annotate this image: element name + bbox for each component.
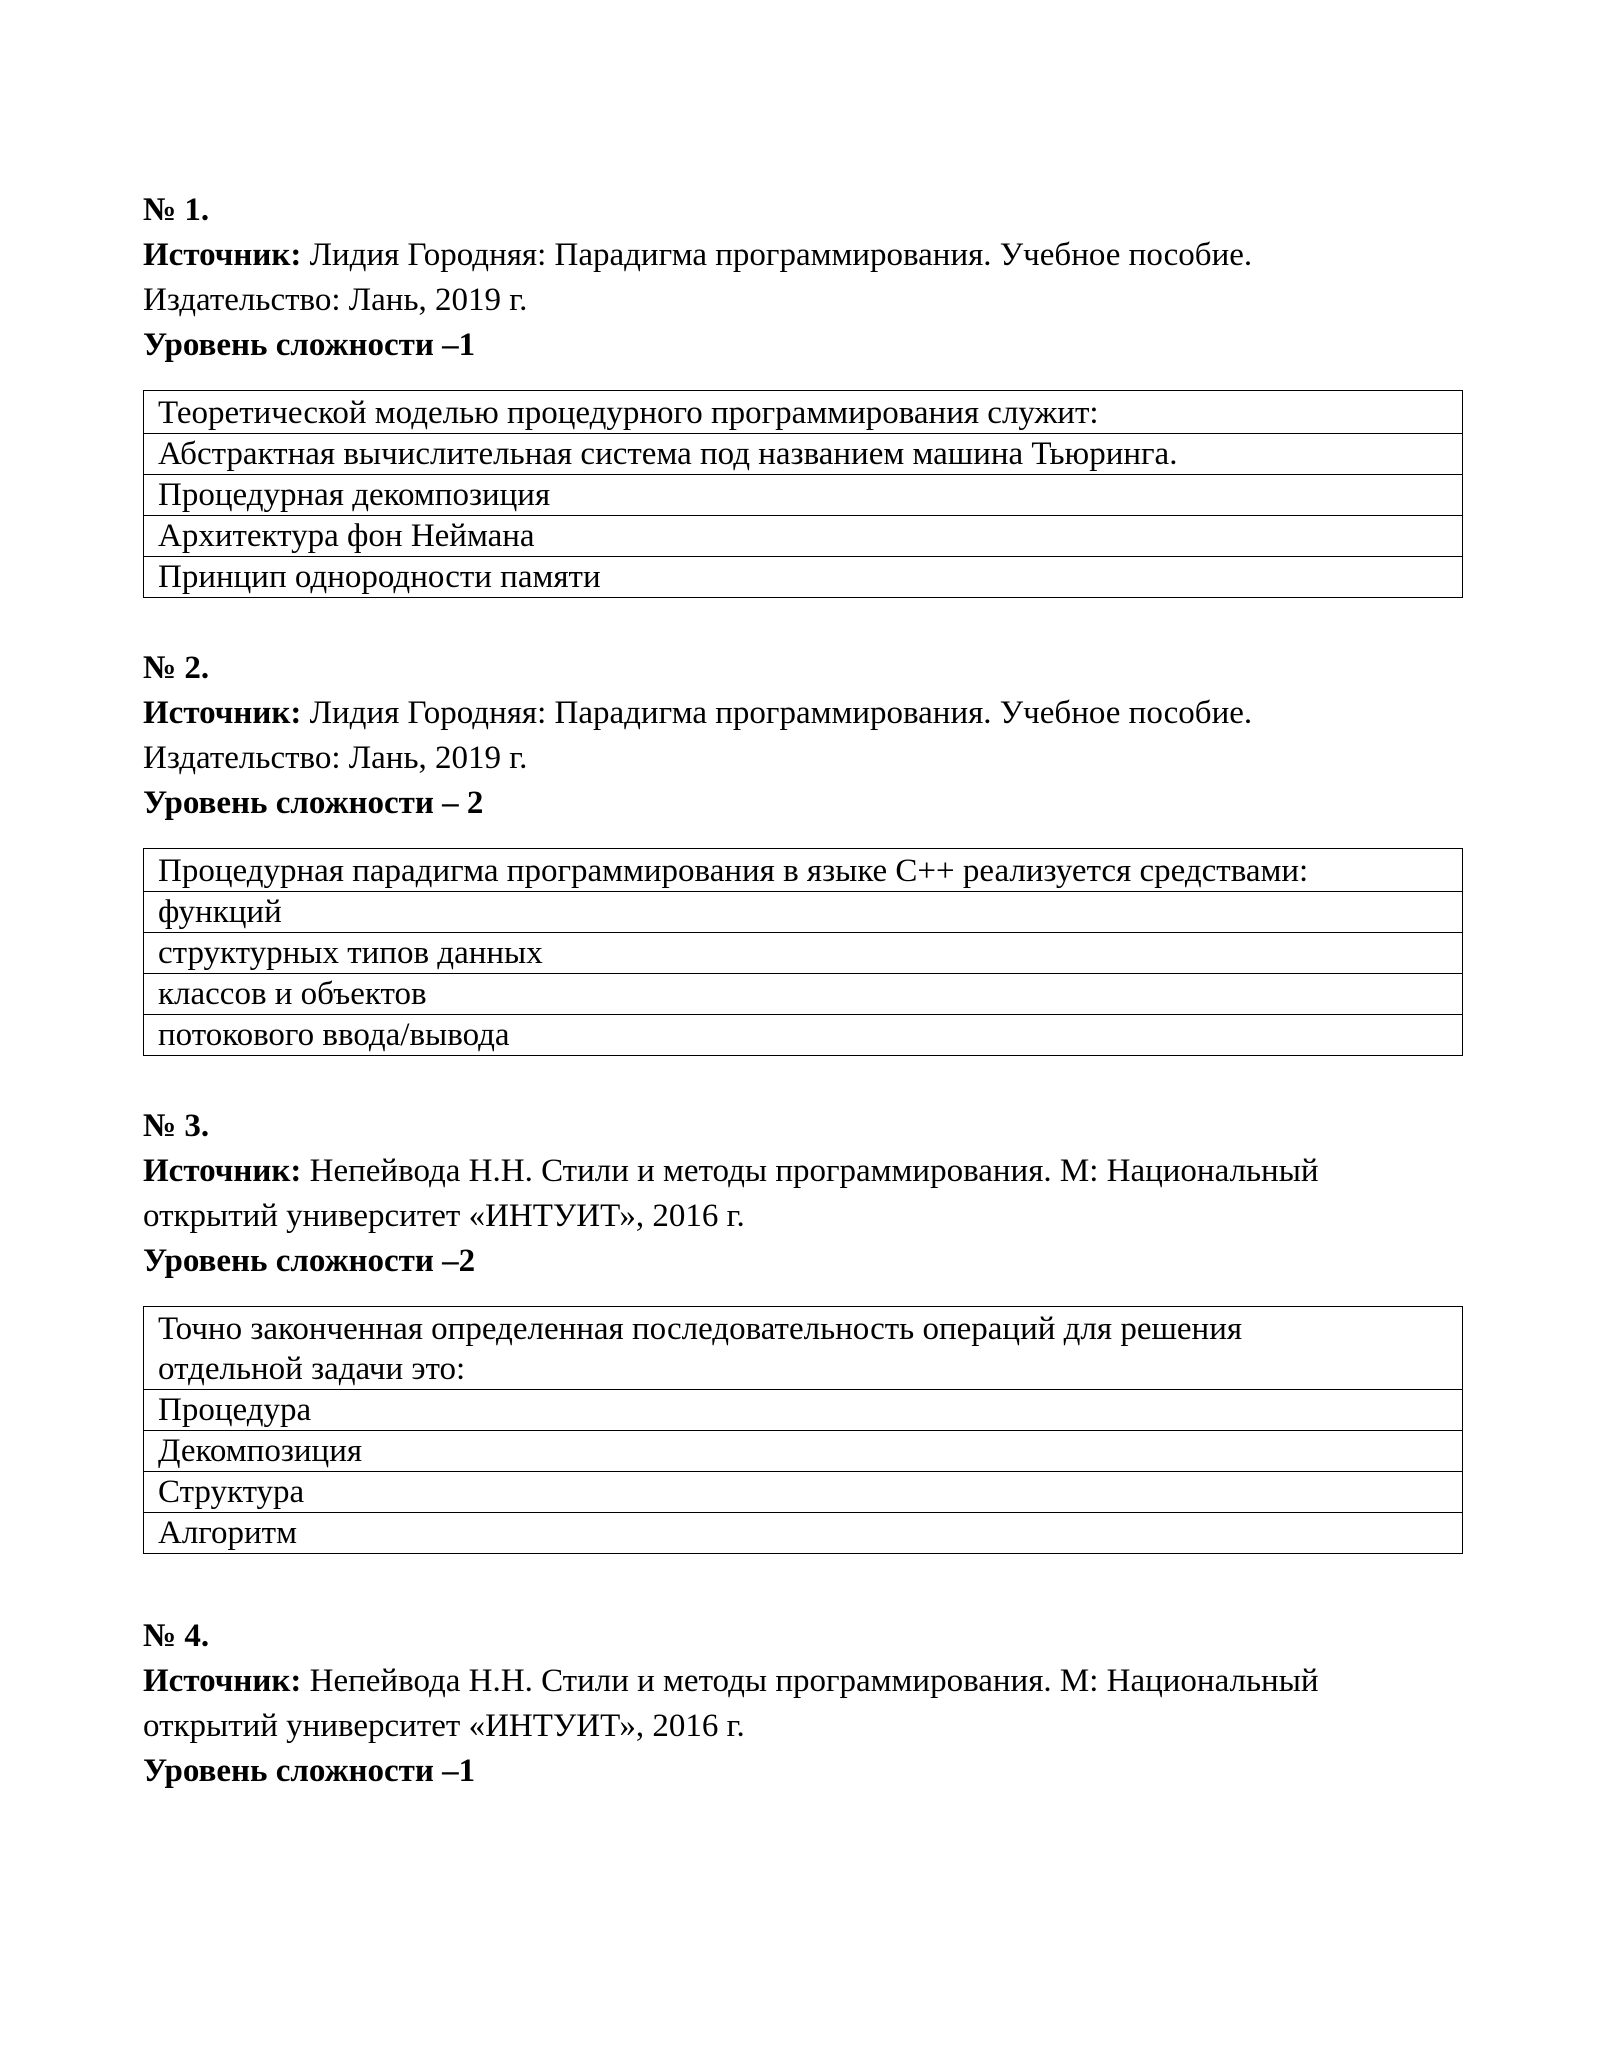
question-header bbox=[143, 1104, 1457, 1284]
answer-option: потокового ввода/вывода bbox=[144, 1015, 1463, 1056]
difficulty-level: Уровень сложности –2 bbox=[143, 1243, 476, 1279]
question-number: № 3. bbox=[143, 1108, 210, 1144]
answer-option: Декомпозиция bbox=[144, 1431, 1463, 1472]
source-label: Источник: bbox=[143, 237, 302, 273]
question-number: № 1. bbox=[143, 192, 210, 228]
answer-row bbox=[144, 434, 1463, 475]
answer-option: Процедура bbox=[144, 1390, 1463, 1431]
source-text: Непейвода Н.Н. Стили и методы программирования. М: Национальный bbox=[301, 1663, 1319, 1699]
source-label: Источник: bbox=[143, 1153, 302, 1189]
question-row bbox=[144, 391, 1463, 434]
answer-option: Абстрактная вычислительная система под названием машина Тьюринга. bbox=[144, 434, 1463, 475]
question-row bbox=[144, 1307, 1463, 1390]
answer-row bbox=[144, 933, 1463, 974]
difficulty-level: Уровень сложности – 2 bbox=[143, 785, 484, 821]
source-label: Источник: bbox=[143, 1663, 302, 1699]
question-prompt-line: отдельной задачи это: bbox=[158, 1351, 466, 1387]
source-text: Лидия Городняя: Парадигма программирования. Учебное пособие. bbox=[301, 695, 1253, 731]
answer-table bbox=[143, 1306, 1463, 1554]
answer-row bbox=[144, 1015, 1463, 1056]
answer-option: Архитектура фон Неймана bbox=[144, 516, 1463, 557]
publisher-line: Издательство: Лань, 2019 г. bbox=[143, 740, 528, 776]
question-number: № 2. bbox=[143, 650, 210, 686]
question-3 bbox=[143, 1104, 1457, 1554]
answer-option: функций bbox=[144, 892, 1463, 933]
answer-option: классов и объектов bbox=[144, 974, 1463, 1015]
question-2 bbox=[143, 646, 1457, 1056]
answer-table bbox=[143, 848, 1463, 1056]
answer-row bbox=[144, 1472, 1463, 1513]
answer-row bbox=[144, 974, 1463, 1015]
question-header bbox=[143, 1614, 1457, 1794]
answer-row bbox=[144, 1431, 1463, 1472]
answer-option: структурных типов данных bbox=[144, 933, 1463, 974]
answer-option: Алгоритм bbox=[144, 1513, 1463, 1554]
source-text: Непейвода Н.Н. Стили и методы программирования. М: Национальный bbox=[301, 1153, 1319, 1189]
answer-table bbox=[143, 390, 1463, 598]
source-label: Источник: bbox=[143, 695, 302, 731]
difficulty-level: Уровень сложности –1 bbox=[143, 327, 476, 363]
question-prompt bbox=[144, 1307, 1463, 1390]
answer-row bbox=[144, 892, 1463, 933]
question-number: № 4. bbox=[143, 1618, 210, 1654]
question-prompt: Процедурная парадигма программирования в языке С++ реализуется средствами: bbox=[144, 849, 1463, 892]
question-prompt-line: Точно законченная определенная последовательность операций для решения bbox=[158, 1311, 1243, 1347]
question-row bbox=[144, 849, 1463, 892]
question-prompt: Теоретической моделью процедурного программирования служит: bbox=[144, 391, 1463, 434]
difficulty-level: Уровень сложности –1 bbox=[143, 1753, 476, 1789]
question-1 bbox=[143, 188, 1457, 598]
answer-option: Структура bbox=[144, 1472, 1463, 1513]
question-header bbox=[143, 188, 1457, 368]
answer-row bbox=[144, 475, 1463, 516]
answer-row bbox=[144, 1513, 1463, 1554]
answer-row bbox=[144, 516, 1463, 557]
answer-row bbox=[144, 1390, 1463, 1431]
question-header bbox=[143, 646, 1457, 826]
answer-row bbox=[144, 557, 1463, 598]
question-4 bbox=[143, 1614, 1457, 1794]
publisher-line: Издательство: Лань, 2019 г. bbox=[143, 282, 528, 318]
answer-option: Процедурная декомпозиция bbox=[144, 475, 1463, 516]
publisher-line: открытий университет «ИНТУИТ», 2016 г. bbox=[143, 1198, 745, 1234]
answer-option: Принцип однородности памяти bbox=[144, 557, 1463, 598]
publisher-line: открытий университет «ИНТУИТ», 2016 г. bbox=[143, 1708, 745, 1744]
source-text: Лидия Городняя: Парадигма программирования. Учебное пособие. bbox=[301, 237, 1253, 273]
